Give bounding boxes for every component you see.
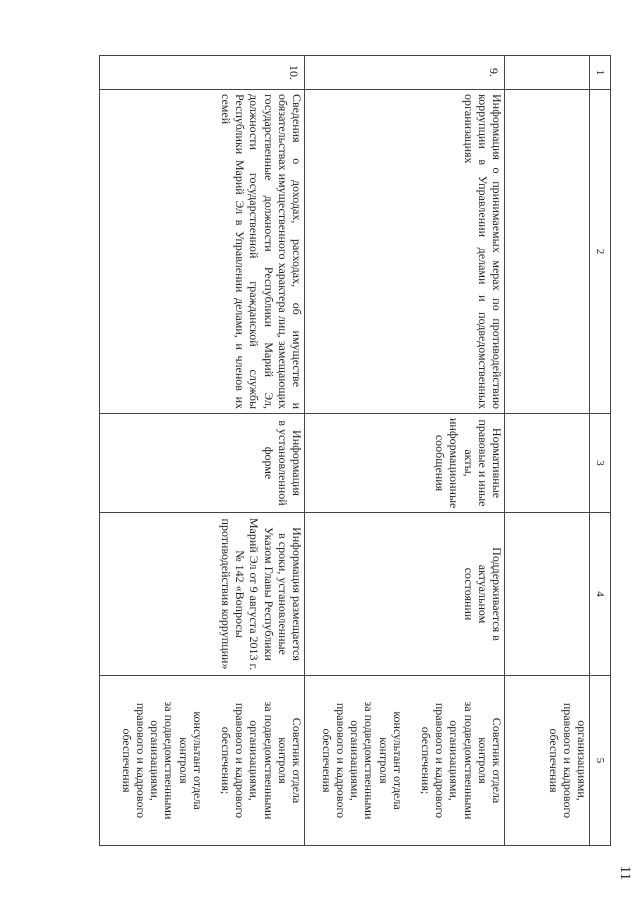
row-number: 10. (100, 56, 305, 90)
table-row (100, 56, 305, 846)
row-timing: Информация размещается в сроки, установленные Указом Главы Республики Марий Эл от 9 августа 2013 г. № 142 «Вопросы противодействия коррупции» (100, 513, 305, 676)
continuation-responsible: организациями, правового и кадрового обеспечения (505, 676, 590, 846)
page-number: 11 (617, 865, 633, 881)
header-col-2: 2 (590, 90, 611, 414)
row-number: 9. (305, 56, 505, 90)
header-col-5: 5 (590, 676, 611, 846)
header-col-1: 1 (590, 56, 611, 90)
measures-table (99, 55, 611, 846)
row-timing: Поддерживается в актуальном состоянии (305, 513, 505, 676)
row-description: Информация о принимаемых мерах по противодействию коррупции в Управлении делами и подведомственных организациях (305, 90, 505, 414)
row-description: Сведения о доходах, расходах, об имуществе и обязательствах имущественного характера лиц, замещающих государственные должности Республики Марий Эл, должности государственной гражданской службы Республики Марий Эл в Управлении делами, и членов их семей (100, 90, 305, 414)
table-row (305, 56, 505, 846)
table-header-row (590, 56, 611, 846)
row-responsible: Советник отдела контроля за подведомственными организациями, правового и кадрового обеспечения; консультант отдела контроля за подведомственными организациями, правового и кадрового обеспечения (100, 676, 305, 846)
row-form: Информация в установленной форме (100, 414, 305, 513)
header-col-3: 3 (590, 414, 611, 513)
header-col-4: 4 (590, 513, 611, 676)
row-responsible: Советник отдела контроля за подведомственными организациями, правового и кадрового обеспечения; консультант отдела контроля за подведомственными организациями, правового и кадрового обеспечения (305, 676, 505, 846)
table-row-continuation (505, 56, 590, 846)
row-form: Нормативные правовые и иные акты, информационные сообщения (305, 414, 505, 513)
